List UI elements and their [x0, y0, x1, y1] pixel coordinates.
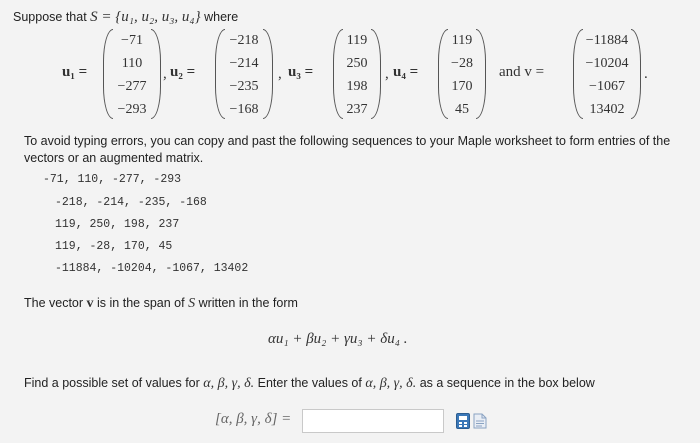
right-paren	[371, 29, 381, 119]
u4-label: u₄ =	[393, 64, 419, 80]
task-prefix: Find a possible set of values for	[24, 376, 200, 390]
sequence-line[interactable]: 119, -28, 170, 45	[55, 240, 173, 253]
span-middle: is in the span of	[97, 296, 185, 310]
intro-text: Suppose that	[13, 10, 87, 24]
task-greek-2: α, β, γ, δ.	[365, 376, 417, 391]
span-statement	[24, 296, 298, 312]
u1-entry: −293	[117, 102, 147, 117]
u3-vector	[333, 29, 381, 117]
u2-label: u₂ =	[170, 64, 196, 80]
v-entry: −1067	[589, 79, 625, 94]
span-suffix: written in the form	[198, 296, 298, 310]
u2-entry: −168	[229, 102, 259, 117]
u4-entry: −28	[451, 56, 473, 71]
u1-entry: 110	[121, 56, 143, 71]
sequence-line[interactable]: -11884, -10204, -1067, 13402	[55, 262, 249, 275]
separator: ,	[163, 66, 167, 82]
left-paren	[215, 29, 225, 119]
span-s: S	[188, 296, 196, 311]
u4-entry: 119	[451, 33, 473, 48]
u1-entry: −71	[121, 33, 143, 48]
u2-entry: −214	[229, 56, 259, 71]
right-paren	[151, 29, 161, 119]
u4-vector	[438, 29, 486, 117]
separator: .	[644, 66, 648, 82]
instructions-line-1: To avoid typing errors, you can copy and past the following sequences to your Maple worksheet to form entries of the	[24, 134, 671, 148]
intro-where: where	[204, 10, 239, 24]
span-prefix: The vector	[24, 296, 84, 310]
u1-label: u₁ =	[62, 64, 88, 80]
combination-formula: αu₁ + βu₂ + γu₃ + δu₄ .	[268, 331, 408, 347]
right-paren	[631, 29, 641, 119]
v-vector	[573, 29, 641, 117]
right-paren	[476, 29, 486, 119]
task-middle: Enter the values of	[257, 376, 362, 390]
separator: ,	[278, 66, 282, 82]
u1-entry: −277	[117, 79, 147, 94]
span-v: v	[86, 296, 94, 311]
u3-entry: 250	[346, 56, 368, 71]
u4-entry: 45	[455, 102, 469, 117]
u4-entry: 170	[451, 79, 473, 94]
v-entry: −10204	[585, 56, 629, 71]
separator: ,	[385, 66, 389, 82]
intro-line	[13, 9, 238, 26]
answer-label: [α, β, γ, δ] =	[215, 411, 292, 427]
u3-entry: 119	[346, 33, 368, 48]
left-paren	[333, 29, 343, 119]
sequence-line[interactable]: -71, 110, -277, -293	[43, 173, 182, 186]
u2-entry: −235	[229, 79, 259, 94]
sequence-line[interactable]: 119, 250, 198, 237	[55, 218, 180, 231]
u3-entry: 237	[346, 102, 368, 117]
v-entry: 13402	[589, 102, 625, 117]
sequence-line[interactable]: -218, -214, -235, -168	[55, 196, 207, 209]
left-paren	[573, 29, 583, 119]
help-document-icon[interactable]	[473, 413, 487, 429]
right-paren	[263, 29, 273, 119]
equation-preview-icon[interactable]	[456, 413, 470, 429]
answer-input[interactable]	[302, 409, 444, 433]
u1-vector	[103, 29, 161, 117]
v-label: and v =	[499, 64, 545, 80]
left-paren	[103, 29, 113, 119]
task-greek-1: α, β, γ, δ.	[203, 376, 255, 391]
task-statement	[24, 376, 595, 392]
set-expression: S = {u₁, u₂, u₃, u₄}	[90, 9, 201, 25]
u3-entry: 198	[346, 79, 368, 94]
u2-entry: −218	[229, 33, 259, 48]
u2-vector	[215, 29, 273, 117]
task-suffix: as a sequence in the box below	[419, 376, 595, 390]
left-paren	[438, 29, 448, 119]
u3-label: u₃ =	[288, 64, 314, 80]
instructions-line-2: vectors or an augmented matrix.	[24, 151, 204, 165]
v-entry: −11884	[585, 33, 629, 48]
